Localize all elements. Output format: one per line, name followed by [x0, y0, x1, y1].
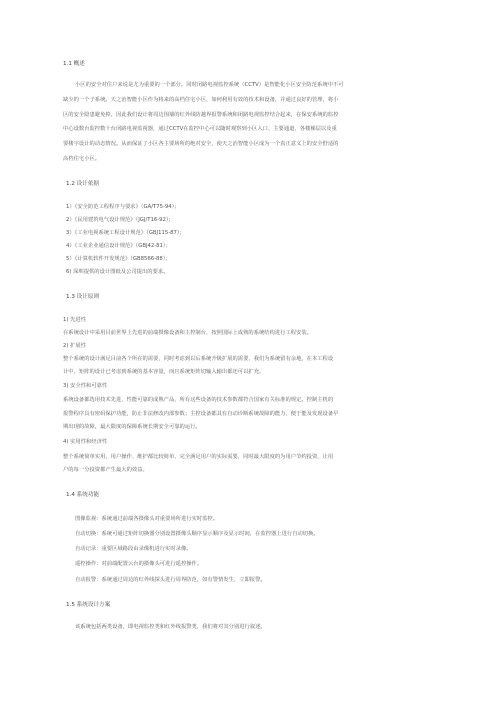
paragraph-line: 在系统设计中采用目前世界上先进的前端摄像设备和主控制台，按照国际上成熟的系统结构进行工程安装。 — [63, 330, 312, 336]
paragraph-line: 高档住宅小区。 — [63, 156, 101, 162]
section-heading-overview: 1.1 概述 — [63, 61, 85, 67]
paragraph-line: 自动记录：重要区域路段由录像机进行实时录像。 — [75, 546, 192, 552]
paragraph-line: 图像监视：系统通过前端各摄像头对重要场所进行实时监控。 — [75, 516, 219, 522]
paragraph-line: 要楼宇设计的动态情况。从而保证了小区各主要场所的绝对安全，使天之治智能小区成为一个真正意义上的安全舒适的 — [63, 141, 339, 147]
paragraph-line: 报警程序具有密码保护功能，防止非法修改内部参数；主控设备都具有自动诊断系统故障的能力，便于能及发现设备早 — [63, 411, 339, 417]
paragraph-line: 整个系统的设计满足目前各个所在的需要，同时考虑到以后系统升级扩展的需要，我们为系统留有余地，在本工程设 — [63, 356, 334, 362]
list-item: 1）《安全防范工程程序与要求》（GA/T75-94）； — [66, 204, 180, 210]
paragraph-line: 3) 安全性和可靠性 — [63, 383, 108, 389]
list-item: 6) 深圳提供的设计图纸及公司提出的要求。 — [66, 269, 169, 275]
paragraph-line: 区的安全隐患避免掉，因此我们设计将周边围墙的红外线防越界报警系统和闭路电视监控结合起来，在保安系统的监控 — [63, 112, 339, 118]
paragraph-line: 小区的安全对住户来说是尤为重要的一个部分。同时闭路电视监控系统（CCTV）是智能化小区安全防范系统中不可 — [75, 82, 344, 88]
paragraph-line: 系统设备都选用技术先进、性能可靠的成熟产品，所有这些设备的技术参数都符合国家有关标准的规定。控制主机的 — [63, 397, 334, 403]
list-item: 4）《工业企业通信设计规范》（GBJ42-81）； — [66, 243, 171, 249]
section-heading-design-principles: 1.3 设计原则 — [66, 294, 100, 300]
paragraph-line: 期出现的故障，最大限度的保障系统长期安全可靠的运行。 — [63, 424, 201, 430]
paragraph-line: 户的每一分投资都产生最大的效益。 — [63, 467, 148, 473]
list-item: 2）《民用建筑电气设计规范》（JGJ/T16-92）； — [66, 217, 174, 223]
paragraph-line: 缺少的一个子系统。天之治智能小区作为将来的高档住宅小区，如何利用有效的技术和设备，并通过良好的管理，将小 — [63, 97, 339, 103]
paragraph-line: 自动切换：系统可通过矩阵切换器分别设置摄像头顺序显示顺序及显示时间，在监控器上进行自动切换。 — [75, 531, 319, 537]
paragraph-line: 中心设数台监控数十台闭路电视监视器，通过CCTV在监控中心可以随时观察到小区入口、主要通道、各楼梯层以及重 — [63, 126, 337, 132]
list-item: 3）《工业电视系统工程设计规范》（GBJ115-87）； — [66, 230, 185, 236]
paragraph-line: 自动报警：系统通过周边的红外线探头进行周界防范，如有警情发生，立即报警。 — [75, 577, 266, 583]
section-heading-design-scheme: 1.5 系统设计方案 — [66, 602, 111, 608]
paragraph-line: 计中，矩阵的设计已考虑到系统的基本容量，而且系统矩阵切输入输出都还可以扩充。 — [63, 369, 265, 375]
paragraph-line: 该系统包括两类设备，即电视监控类和红外线报警类，我们将对其分别进行叙述。 — [75, 624, 266, 630]
section-heading-design-basis: 1.2 设计依据 — [66, 181, 100, 187]
list-item: 5）《计算机软件开发规范》（GB8566-88）； — [66, 256, 171, 262]
paragraph-line: 2) 扩展性 — [63, 343, 87, 349]
paragraph-line: 4) 实用性和经济性 — [63, 439, 108, 445]
section-heading-system-functions: 1.4 系统功能 — [66, 492, 100, 498]
paragraph-line: 整个系统简单实用，用户操作、维护都比较简单，完全满足用户的实际需要，同时最大限度的为用户节约投资，让用 — [63, 454, 334, 460]
paragraph-line: 遥控操作：对前端配置云台的摄像头可进行遥控操作。 — [75, 561, 203, 567]
paragraph-line: 1) 先进性 — [63, 317, 87, 323]
